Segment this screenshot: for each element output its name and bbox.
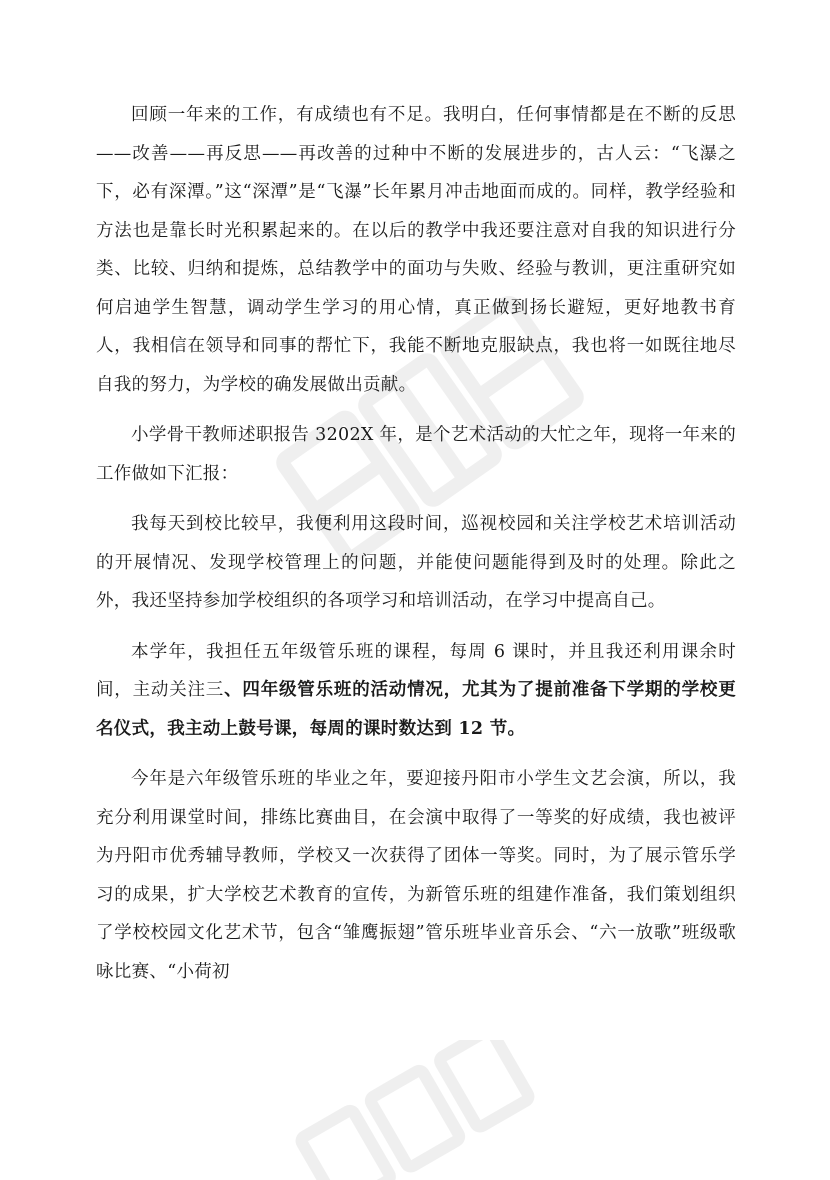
paragraph-reflection: 回顾一年来的工作，有成绩也有不足。我明白，任何事情都是在不断的反思——改善——再反思——再改善的过种中不断的发展进步的，古人云：“飞瀑之下，必有深潭。”这“深潭”是“飞瀑”长年累月冲击地面而成的。同样，教学经验和方法也是靠长时光积累起来的。在以后的教学中我还要注意对自我的知识进行分类、比较、归纳和提炼，总结教学中的面功与失败、经验与教训，更注重研究如何启迪学生智慧，调动学生学习的用心情，真正做到扬长避短，更好地教书育人，我相信在领导和同事的帮忙下，我能不断地克服缺点，我也将一如既往地尽自我的努力，为学校的确发展做出贡献。 — [96, 105, 736, 395]
paragraph-daily-routine: 我每天到校比较早，我便利用这段时间，巡视校园和关注学校艺术培训活动的开展情况、发现学校管理上的问题，并能使问题能得到及时的处理。除此之外，我还坚持参加学校组织的各项学习和培训活动，在学习中提高自己。 — [96, 514, 736, 611]
teaching-load-bold-text: 、四年级管乐班的活动情况，尤其为了提前准备下学期的学校更名仪式，我主动上鼓号课，每周的课时数达到 12 节。 — [96, 680, 736, 739]
teaching-load-text: 本学年，我担任五年级管乐班的课程，每周 6 课时，并且我还利用课余时间，主动关注三 — [96, 641, 736, 700]
paragraph-teaching-load — [96, 633, 736, 749]
watermark-logo-bottom — [280, 1040, 540, 1180]
document-body — [96, 96, 736, 1003]
paragraph-graduation-year: 今年是六年级管乐班的毕业之年，要迎接丹阳市小学生文艺会演，所以，我充分利用课堂时间，排练比赛曲目，在会演中取得了一等奖的好成绩，我也被评为丹阳市优秀辅导教师，学校又一次获得了团体一等奖。同时，为了展示管乐学习的成果，扩大学校艺术教育的宣传，为新管乐班的组建作准备，我们策划组织了学校校园文化艺术节，包含“雏鹰振翅”管乐班毕业音乐会、“六一放歌”班级歌咏比赛、“小荷初 — [96, 769, 736, 982]
paragraph-report-intro: 小学骨干教师述职报告 3202X 年，是个艺术活动的大忙之年，现将一年来的工作做如下汇报： — [96, 425, 736, 484]
